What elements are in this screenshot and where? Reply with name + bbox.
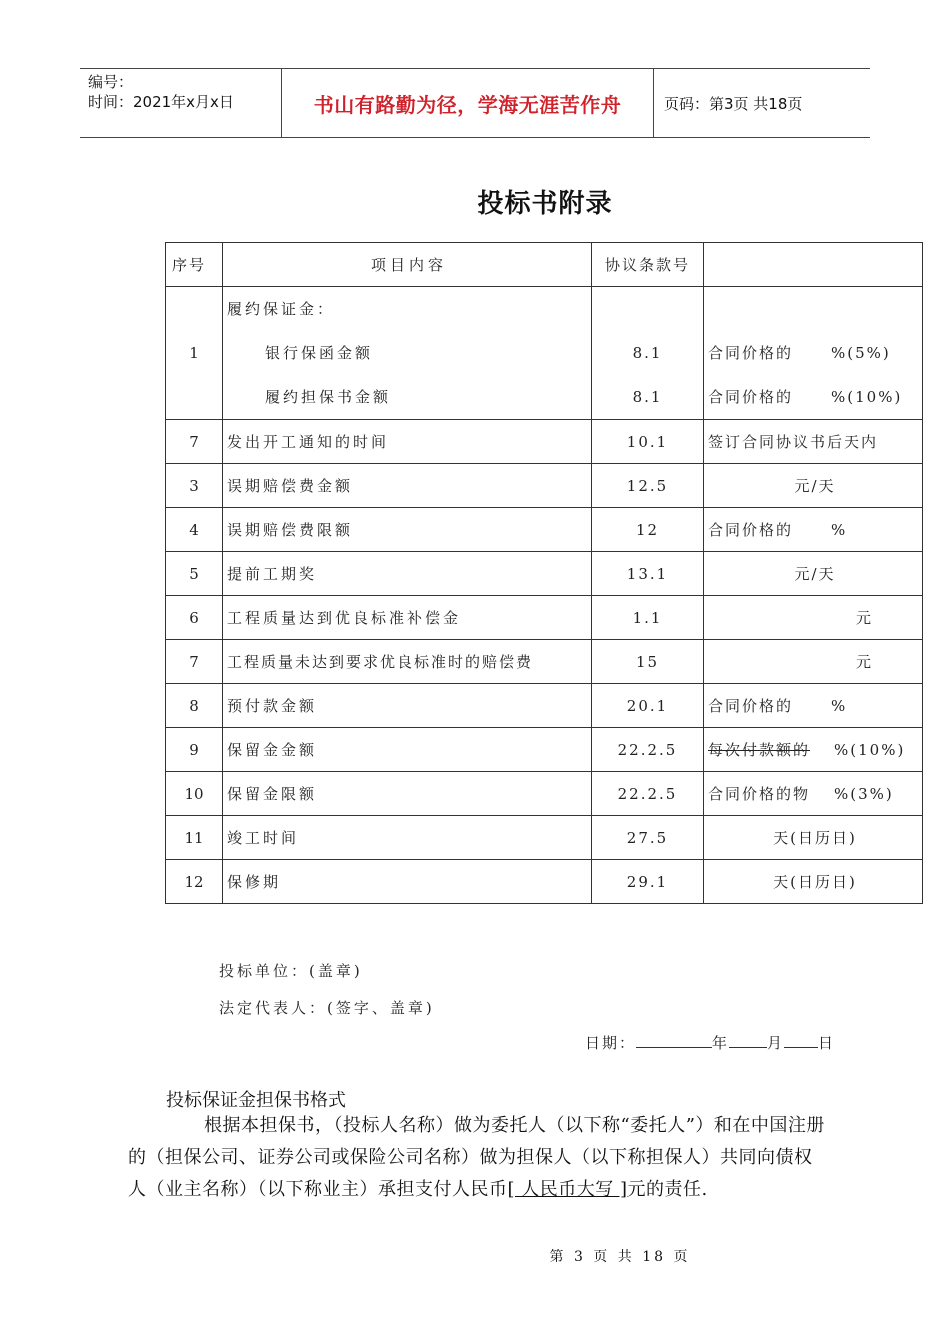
paragraph-text: 根据本担保书，（投标人名称）做为委托人（以下称“委托人”）和在中国注册的（担保公司、证券公司或保险公司名称）做为担保人（以下称担保人）共同向债权人（业主名称）（以下称业主）承担支付人民币 bbox=[128, 1115, 825, 1200]
date-line bbox=[585, 1032, 835, 1053]
row-sub-label: 履约担保书金额 bbox=[265, 388, 392, 406]
row-value: 签订合同协议书后天内 bbox=[704, 420, 923, 464]
row-sub-clause: 8.1 bbox=[632, 344, 663, 362]
row-item-title: 履约保证金： bbox=[227, 300, 336, 318]
row-sub-clause: 8.1 bbox=[632, 388, 663, 406]
row-value: 元/天 bbox=[704, 552, 923, 596]
table-row bbox=[166, 552, 923, 596]
table-row bbox=[166, 287, 923, 420]
row-clause: 20.1 bbox=[592, 684, 704, 728]
row-seq: 6 bbox=[166, 596, 223, 640]
row-seq: 8 bbox=[166, 684, 223, 728]
row-value bbox=[704, 728, 923, 772]
table-row bbox=[166, 420, 923, 464]
document-title: 投标书附录 bbox=[477, 189, 613, 219]
row-clause: 22.2.5 bbox=[592, 772, 704, 816]
row-value bbox=[704, 772, 923, 816]
time-label: 时间：2021年x月x日 bbox=[88, 93, 234, 111]
table-header-row bbox=[166, 243, 923, 287]
table-row bbox=[166, 596, 923, 640]
year-label: 年 bbox=[712, 1034, 730, 1052]
row-seq: 5 bbox=[166, 552, 223, 596]
row-pct: %(3%) bbox=[834, 785, 894, 803]
row-value: 元 bbox=[704, 640, 923, 684]
row-item bbox=[223, 287, 592, 420]
row-pct: %(10%) bbox=[834, 741, 906, 759]
legal-rep-line: 法定代表人：(签字、盖章) bbox=[219, 999, 435, 1017]
header-motto: 书山有路勤为径，学海无涯苦作舟 bbox=[282, 69, 654, 137]
row-value-text: 合同价格的 bbox=[708, 521, 794, 539]
row-value bbox=[704, 684, 923, 728]
amount-placeholder: [ 人民币大写 ] bbox=[507, 1179, 628, 1200]
row-item: 保留金限额 bbox=[223, 772, 592, 816]
paragraph-text-end: 元的责任. bbox=[627, 1179, 708, 1200]
row-seq: 12 bbox=[166, 860, 223, 904]
table-row bbox=[166, 684, 923, 728]
row-seq: 10 bbox=[166, 772, 223, 816]
header-page-info: 页码：第3页 共18页 bbox=[664, 94, 803, 113]
bidder-stamp-line: 投标单位：(盖章) bbox=[219, 962, 363, 980]
row-clause: 15 bbox=[592, 640, 704, 684]
header-clause: 协议条款号 bbox=[592, 243, 704, 287]
row-value-text: 合同价格的物 bbox=[708, 785, 811, 803]
row-seq: 7 bbox=[166, 640, 223, 684]
row-clause: 13.1 bbox=[592, 552, 704, 596]
header-value bbox=[704, 243, 923, 287]
row-clause: 10.1 bbox=[592, 420, 704, 464]
row-pct: % bbox=[831, 521, 848, 539]
page-footer: 第 3 页 共 18 页 bbox=[549, 1249, 691, 1265]
row-item: 竣工时间 bbox=[223, 816, 592, 860]
row-value: 天(日历日) bbox=[704, 860, 923, 904]
row-item: 误期赔偿费金额 bbox=[223, 464, 592, 508]
table-row bbox=[166, 640, 923, 684]
row-clause: 27.5 bbox=[592, 816, 704, 860]
row-sub-pct: %(5%) bbox=[831, 344, 891, 362]
day-blank bbox=[784, 1033, 818, 1048]
row-seq: 7 bbox=[166, 420, 223, 464]
row-seq: 4 bbox=[166, 508, 223, 552]
row-clause: 12.5 bbox=[592, 464, 704, 508]
row-value-text: 合同价格的 bbox=[708, 697, 794, 715]
row-item: 误期赔偿费限额 bbox=[223, 508, 592, 552]
row-item: 发出开工通知的时间 bbox=[223, 420, 592, 464]
appendix-table bbox=[165, 242, 923, 904]
page-header bbox=[80, 68, 870, 138]
row-value bbox=[704, 287, 923, 420]
table-row bbox=[166, 728, 923, 772]
row-value-text: 每次付款额的 bbox=[708, 741, 811, 759]
row-clause: 12 bbox=[592, 508, 704, 552]
header-seq: 序号 bbox=[166, 243, 223, 287]
number-label: 编号： bbox=[88, 73, 134, 91]
row-sub-value: 合同价格的 bbox=[708, 388, 794, 406]
table-row bbox=[166, 816, 923, 860]
row-item: 提前工期奖 bbox=[223, 552, 592, 596]
row-item: 保留金金额 bbox=[223, 728, 592, 772]
row-value: 天(日历日) bbox=[704, 816, 923, 860]
row-pct: % bbox=[831, 697, 848, 715]
row-seq: 11 bbox=[166, 816, 223, 860]
row-seq: 1 bbox=[166, 287, 223, 420]
row-item: 工程质量未达到要求优良标准时的赔偿费 bbox=[223, 640, 592, 684]
row-sub-label: 银行保函金额 bbox=[265, 344, 374, 362]
month-blank bbox=[729, 1033, 767, 1048]
row-seq: 9 bbox=[166, 728, 223, 772]
row-sub-value: 合同价格的 bbox=[708, 344, 794, 362]
table-row bbox=[166, 860, 923, 904]
table-row bbox=[166, 464, 923, 508]
section-title: 投标保证金担保书格式 bbox=[166, 1090, 346, 1111]
row-item: 预付款金额 bbox=[223, 684, 592, 728]
header-item: 项目内容 bbox=[223, 243, 592, 287]
row-value bbox=[704, 508, 923, 552]
day-label: 日 bbox=[818, 1034, 836, 1052]
row-seq: 3 bbox=[166, 464, 223, 508]
row-clause: 1.1 bbox=[592, 596, 704, 640]
table-row bbox=[166, 772, 923, 816]
date-label: 日期： bbox=[585, 1034, 637, 1052]
row-value: 元 bbox=[704, 596, 923, 640]
row-item: 工程质量达到优良标准补偿金 bbox=[223, 596, 592, 640]
row-sub-pct: %(10%) bbox=[831, 388, 903, 406]
row-clause: 29.1 bbox=[592, 860, 704, 904]
table-row bbox=[166, 508, 923, 552]
header-meta bbox=[80, 69, 282, 137]
guarantee-paragraph bbox=[128, 1110, 828, 1206]
row-item: 保修期 bbox=[223, 860, 592, 904]
year-blank bbox=[636, 1033, 712, 1048]
row-clause bbox=[592, 287, 704, 420]
row-value: 元/天 bbox=[704, 464, 923, 508]
month-label: 月 bbox=[767, 1034, 785, 1052]
row-clause: 22.2.5 bbox=[592, 728, 704, 772]
